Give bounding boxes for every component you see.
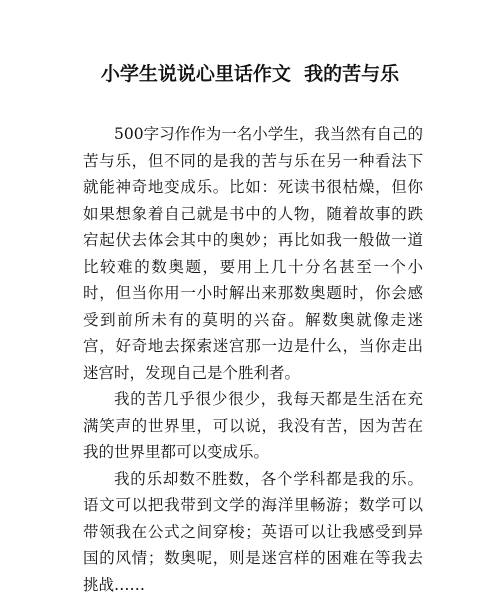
- paragraph-1: 500字习作作为一名小学生，我当然有自己的苦与乐，但不同的是我的苦与乐在另一种看法下就能神奇地变成乐。比如：死读书很枯燥，但你如果想象着自己就是书中的人物，随着故事的跌宕起伏去体会其中的奥妙；再比如我一般做一道比较难的数奥题，要用上几十分名甚至一个小时，但当你用一小时解出来那数奥题时，你会感受到前所未有的莫明的兴奋。解数奥就像走迷宫，好奇地去探索迷宫那一边是什么，当你走出迷宫时，发现自己是个胜利者。: [83, 121, 423, 386]
- document-body: [83, 121, 423, 598]
- document-title: 小学生说说心里话作文 我的苦与乐: [0, 60, 500, 88]
- paragraph-2: 我的苦几乎很少很少，我每天都是生活在充满笑声的世界里，可以说，我没有苦，因为苦在我的世界里都可以变成乐。: [83, 386, 423, 466]
- paragraph-3: 我的乐却数不胜数，各个学科都是我的乐。语文可以把我带到文学的海洋里畅游；数学可以带领我在公式之间穿梭；英语可以让我感受到异国的风情；数奥呢，则是迷宫样的困难在等我去挑战……: [83, 466, 423, 598]
